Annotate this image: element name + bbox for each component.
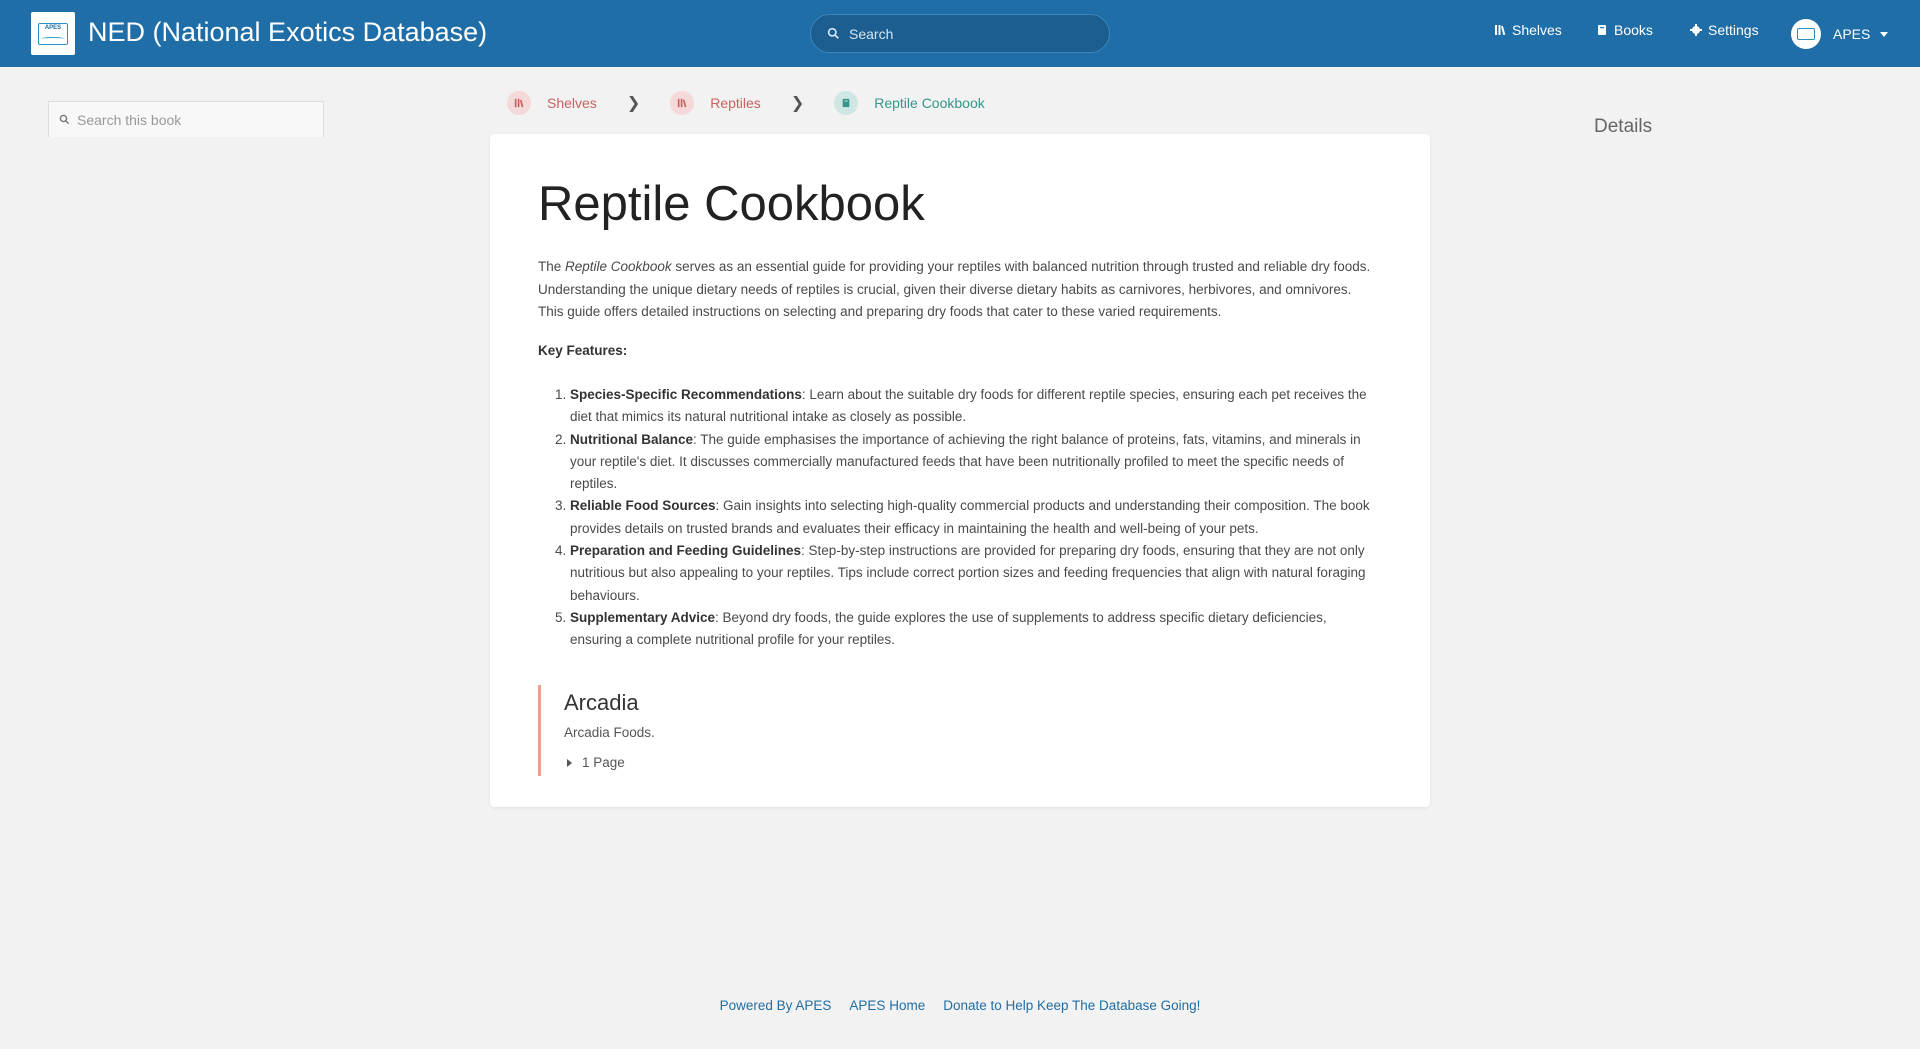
breadcrumb-reptile-cookbook[interactable] xyxy=(834,91,985,115)
nav-books[interactable] xyxy=(1596,22,1653,38)
shelf-icon xyxy=(1494,24,1506,36)
footer-link-apes-home[interactable]: APES Home xyxy=(849,998,926,1013)
breadcrumb-label: Reptile Cookbook xyxy=(874,95,985,111)
caret-right-icon xyxy=(567,759,572,767)
avatar xyxy=(1791,19,1821,49)
nav-shelves-label: Shelves xyxy=(1512,22,1562,38)
book-search[interactable] xyxy=(48,101,324,137)
chevron-right-icon: ❯ xyxy=(626,95,641,112)
details-heading: Details xyxy=(1594,116,1653,137)
gear-icon xyxy=(1690,24,1702,36)
book-search-input[interactable] xyxy=(77,112,307,128)
search-icon xyxy=(827,27,840,40)
chapter-arcadia xyxy=(538,685,838,776)
book-icon xyxy=(1596,24,1608,36)
chapter-description: Arcadia Foods. xyxy=(564,725,655,740)
logo-mark xyxy=(38,23,68,45)
key-features-heading: Key Features: xyxy=(538,343,628,358)
breadcrumb-label: Reptiles xyxy=(710,95,761,111)
nav-books-label: Books xyxy=(1614,22,1653,38)
list-item: 1. Species-Specific Recommendations: Learn about the suitable dry foods for different reptile species, ensuring each pet receives the diet that mimics its natural nutritional intake as closely as possible. xyxy=(570,384,1380,429)
chapter-title[interactable]: Arcadia xyxy=(564,690,639,715)
site-title[interactable]: NED (National Exotics Database) xyxy=(88,17,488,47)
chapter-pages-label: 1 Page xyxy=(582,755,625,770)
breadcrumb-label: Shelves xyxy=(547,95,597,111)
nav-settings[interactable] xyxy=(1690,22,1759,38)
breadcrumb-shelves[interactable] xyxy=(507,91,597,115)
search-icon xyxy=(59,114,70,125)
chapter-pages-toggle[interactable] xyxy=(564,755,625,770)
book-content-card xyxy=(490,134,1430,807)
breadcrumb xyxy=(507,92,985,114)
list-item: 5. Supplementary Advice: Beyond dry foods, the guide explores the use of supplements to address specific dietary deficiencies, ensuring a complete nutritional profile for your reptiles. xyxy=(570,607,1380,652)
features-list xyxy=(570,384,1380,652)
book-icon xyxy=(834,91,858,115)
user-menu[interactable] xyxy=(1791,19,1888,49)
book-description: The Reptile Cookbook serves as an essential guide for providing your reptiles with balanced nutrition through trusted and reliable dry foods. Understanding the unique dietary needs of reptiles is crucial, given their diverse dietary habits as carnivores, herbivores, and omnivores. This guide offers detailed instructions on selecting and preparing dry foods that cater to these varied requirements. xyxy=(538,259,1371,319)
nav-shelves[interactable] xyxy=(1494,22,1562,38)
list-item: 4. Preparation and Feeding Guidelines: Step-by-step instructions are provided for preparing dry foods, ensuring that they are not only nutritious but also appealing to your reptiles. Tips include correct portion sizes and feeding frequencies that align with natural foraging behaviours. xyxy=(570,540,1380,607)
shelf-icon xyxy=(670,91,694,115)
footer xyxy=(0,998,1920,1013)
breadcrumb-reptiles[interactable] xyxy=(670,91,761,115)
top-header xyxy=(0,0,1920,67)
footer-link-powered-by[interactable]: Powered By APES xyxy=(719,998,832,1013)
global-search[interactable] xyxy=(810,14,1110,53)
chevron-down-icon xyxy=(1880,32,1888,37)
chevron-right-icon: ❯ xyxy=(790,95,805,112)
book-title: Reptile Cookbook xyxy=(538,177,925,231)
list-item: 3. Reliable Food Sources: Gain insights into selecting high-quality commercial products and understanding their composition. The book provides details on trusted brands and evaluates their efficacy in maintaining the health and well-being of your pets. xyxy=(570,495,1380,540)
user-name: APES xyxy=(1833,26,1871,42)
logo-text: APES xyxy=(44,24,62,31)
list-item: 2. Nutritional Balance: The guide emphasises the importance of achieving the right balance of proteins, fats, vitamins, and minerals in your reptile's diet. It discusses commercially manufactured feeds that have been nutritionally profiled to meet the specific needs of reptiles. xyxy=(570,429,1380,496)
site-logo[interactable] xyxy=(31,12,75,55)
shelf-icon xyxy=(507,91,531,115)
book-title-emphasis: Reptile Cookbook xyxy=(565,259,672,274)
global-search-input[interactable] xyxy=(849,26,1089,42)
footer-link-donate[interactable]: Donate to Help Keep The Database Going! xyxy=(943,998,1201,1013)
nav-settings-label: Settings xyxy=(1708,22,1759,38)
